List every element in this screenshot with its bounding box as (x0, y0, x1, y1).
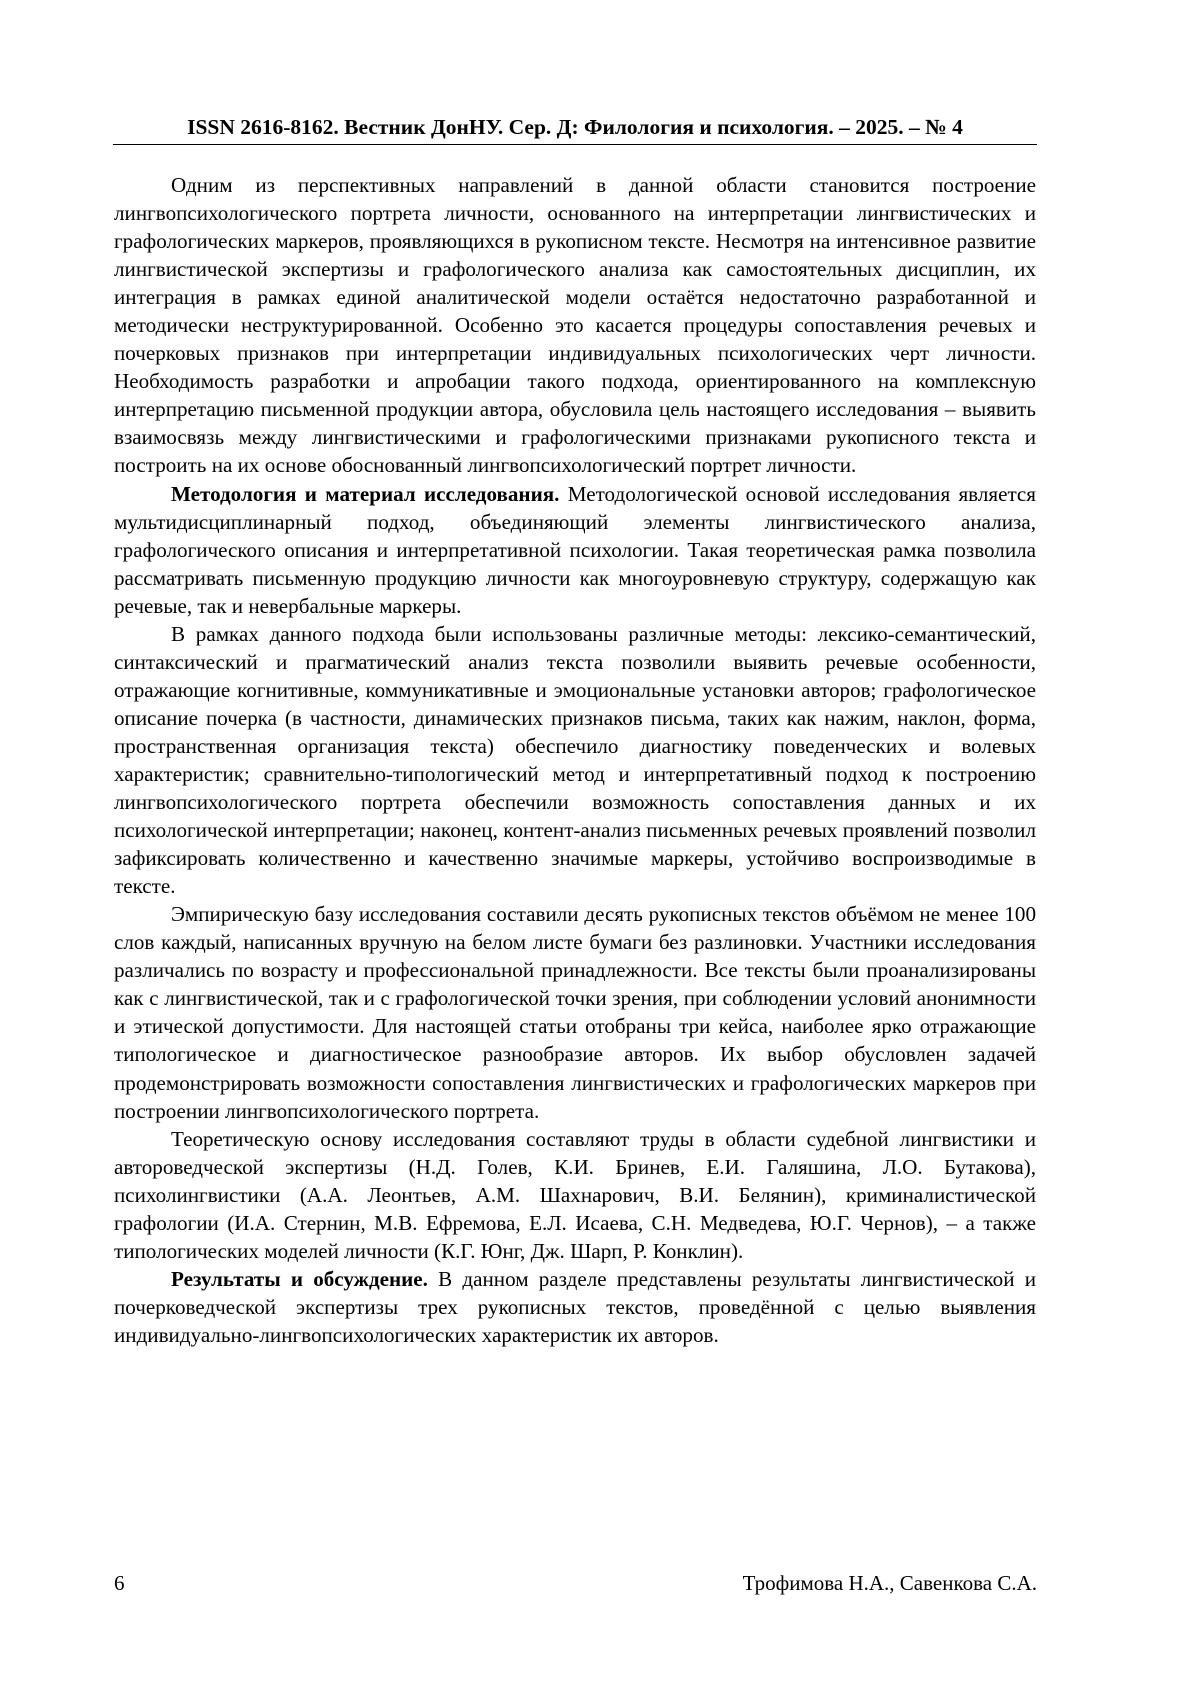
paragraph-text: Одним из перспективных направлений в данной области становится построение лингвопсихологического портрета личности, основанного на интерпретации лингвистических и графологических маркеров, проявляющихся в рукописном тексте. Несмотря на интенсивное развитие лингвистической экспертизы и графологического анализа как самостоятельных дисциплин, их интеграция в рамках единой аналитической модели остаётся недостаточно разработанной и методически неструктурированной. Особенно это касается процедуры сопоставления речевых и почерковых признаков при интерпретации индивидуальных психологических черт личности. Необходимость разработки и апробации такого подхода, ориентированного на комплексную интерпретацию письменной продукции автора, обусловила цель настоящего исследования – выявить взаимосвязь между лингвистическими и графологическими признаками рукописного текста и построить на их основе обоснованный лингвопсихологический портрет личности. (114, 173, 1036, 478)
page-number: 6 (114, 1571, 125, 1595)
paragraph-theory (114, 1125, 1036, 1265)
paragraph-text: Теоретическую основу исследования составляют труды в области судебной лингвистики и автороведческой экспертизы (Н.Д. Голев, К.И. Бринев, Е.И. Галяшина, Л.О. Бутакова), психолингвистики (А.А. Леонтьев, А.М. Шахнарович, В.И. Белянин), криминалистической графологии (И.А. Стернин, М.В. Ефремова, Е.Л. Исаева, С.Н. Медведева, Ю.Г. Чернов), – а также типологических моделей личности (К.Г. Юнг, Дж. Шарп, Р. Конклин). (114, 1126, 1036, 1263)
paragraph-methodology (114, 480, 1036, 620)
paragraph-methods (114, 620, 1036, 900)
article-body (114, 171, 1036, 1349)
section-heading-results: Результаты и обсуждение. (171, 1266, 428, 1291)
paragraph-intro (114, 171, 1036, 480)
paragraph-empirical-base (114, 900, 1036, 1124)
paragraph-text: Методологической основой исследования является мультидисциплинарный подход, объединяющий элементы лингвистического анализа, графологического описания и интерпретативной психологии. Такая теоретическая рамка позволила рассматривать письменную продукцию личности как многоуровневую структуру, содержащую как речевые, так и невербальные маркеры. (114, 481, 1036, 618)
paragraph-text: В рамках данного подхода были использованы различные методы: лексико-семантический, синтаксический и прагматический анализ текста позволили выявить речевые особенности, отражающие когнитивные, коммуникативные и эмоциональные установки авторов; графологическое описание почерка (в частности, динамических признаков письма, таких как нажим, наклон, форма, пространственная организация текста) обеспечило диагностику поведенческих и волевых характеристик; сравнительно-типологический метод и интерпретативный подход к построению лингвопсихологического портрета обеспечили возможность сопоставления данных и их психологической интерпретации; наконец, контент-анализ письменных речевых проявлений позволил зафиксировать количественно и качественно значимые маркеры, устойчиво воспроизводимые в тексте. (114, 621, 1036, 899)
footer-authors: Трофимова Н.А., Савенкова С.А. (742, 1571, 1037, 1595)
section-heading-methodology: Методология и материал исследования. (171, 481, 560, 506)
paragraph-text: Эмпирическую базу исследования составили десять рукописных текстов объёмом не менее 100 слов каждый, написанных вручную на белом листе бумаги без разлиновки. Участники исследования различались по возрасту и профессиональной принадлежности. Все тексты были проанализированы как с лингвистической, так и с графологической точки зрения, при соблюдении условий анонимности и этической допустимости. Для настоящей статьи отобраны три кейса, наиболее ярко отражающие типологическое и диагностическое разнообразие авторов. Их выбор обусловлен задачей продемонстрировать возможности сопоставления лингвистических и графологических маркеров при построении лингвопсихологического портрета. (114, 902, 1036, 1123)
running-header: ISSN 2616-8162. Вестник ДонНУ. Сер. Д: Филология и психология. – 2025. – № 4 (113, 113, 1037, 145)
paragraph-text: В данном разделе представлены результаты лингвистической и почерковедческой экспертизы трех рукописных текстов, проведённой с целью выявления индивидуально-лингвопсихологических характеристик их авторов. (114, 1266, 1036, 1347)
paragraph-results (114, 1265, 1036, 1349)
